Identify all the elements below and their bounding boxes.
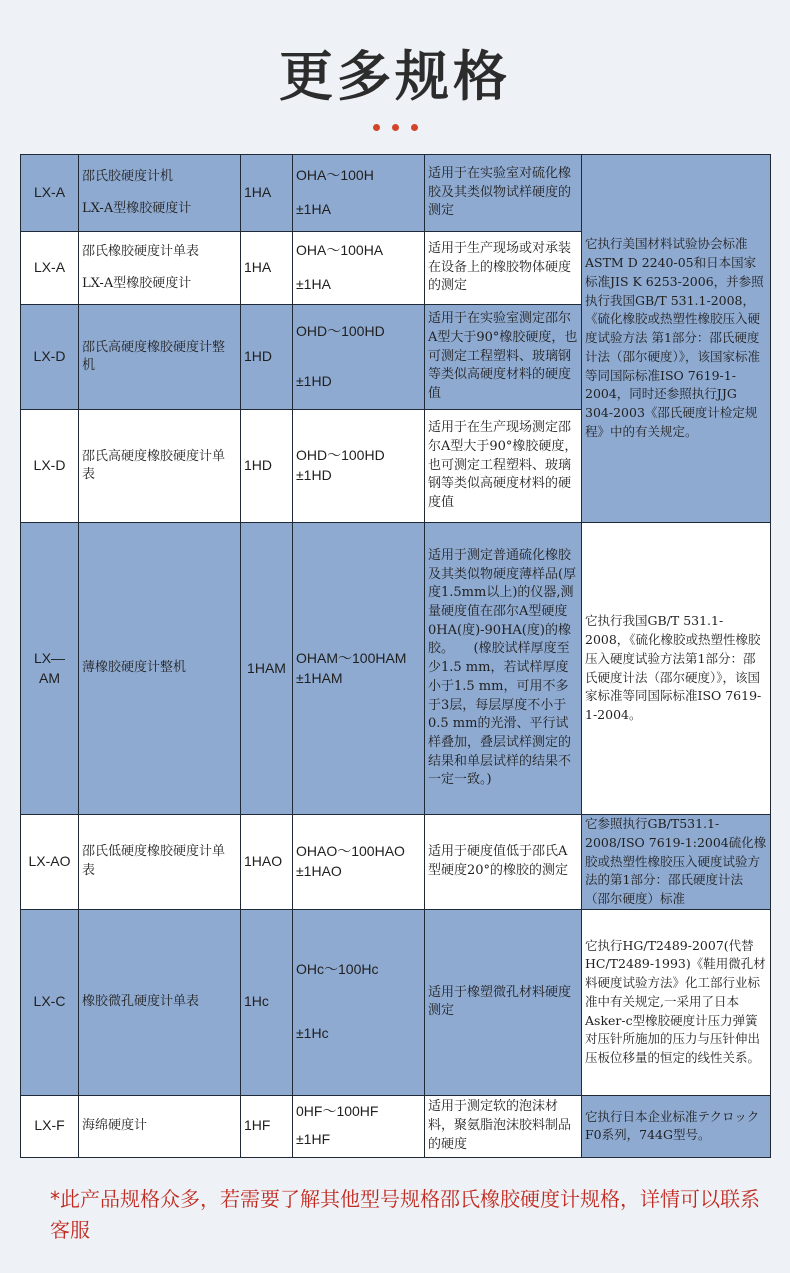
range-cell: OHD～100HD ±1HD [293,410,425,523]
model-cell: LX-F [21,1095,79,1157]
model-cell: LX-A [21,155,79,232]
model-cell: LX-C [21,909,79,1095]
code-cell: 1HA [241,232,293,305]
name-cell: 海绵硬度计 [79,1095,241,1157]
range-cell: OHA～100H ±1HA [293,155,425,232]
standard-cell: 它执行我国GB/T 531.1-2008，《硫化橡胶或热塑性橡胶压入硬度试验方法第1部分：邵氏硬度计法（邵尔硬度）》，该国家标准等同国际标准ISO 7619-1-2004。 [582,523,771,815]
range-cell: OHc～100Hc ±1Hc [293,909,425,1095]
table-row [21,155,771,232]
title-decoration-dots [0,118,790,136]
name-cell: 邵氏高硬度橡胶硬度计整机 [79,305,241,410]
name-cell: 邵氏胶硬度计机 LX-A型橡胶硬度计 [79,155,241,232]
name-cell: 橡胶微孔硬度计单表 [79,909,241,1095]
code-cell: 1HA [241,155,293,232]
range-cell: OHA～100HA ±1HA [293,232,425,305]
code-cell: 1HAO [241,815,293,910]
spec-table [20,154,771,1158]
table-row [21,523,771,815]
model-cell: LX—AM [21,523,79,815]
table-row [21,909,771,1095]
desc-cell: 适用于在实验室测定邵尔A型大于90°橡胶硬度，也可测定工程塑料、玻璃钢等类似高硬度材料的硬度值 [425,305,582,410]
model-cell: LX-A [21,232,79,305]
desc-cell: 适用于在实验室对硫化橡胶及其类似物试样硬度的测定 [425,155,582,232]
name-cell: 邵氏低硬度橡胶硬度计单表 [79,815,241,910]
range-cell: OHD～100HD ±1HD [293,305,425,410]
name-cell: 邵氏高硬度橡胶硬度计单表 [79,410,241,523]
range-cell: OHAM～100HAM ±1HAM [293,523,425,815]
desc-cell: 适用于在生产现场测定邵尔A型大于90°橡胶硬度，也可测定工程塑料、玻璃钢等类似高硬度材料的硬度值 [425,410,582,523]
code-cell: 1Hc [241,909,293,1095]
range-cell: OHAO～100HAO ±1HAO [293,815,425,910]
model-cell: LX-D [21,410,79,523]
standard-cell: 它执行日本企业标准テクロックF0系列，744G型号。 [582,1095,771,1157]
range-cell: 0HF～100HF ±1HF [293,1095,425,1157]
standard-cell: 它执行美国材料试验协会标准ASTM D 2240-05和日本国家标准JIS K 6253-2006，并参照执行我国GB/T 531.1-2008，《硫化橡胶或热塑性橡胶压入硬度试验方法 第1部分：邵氏硬度计法（邵尔硬度）》，该国家标准等同国际标准ISO 7619-1-2004，同时还参照执行JJG 304-2003《邵氏硬度计检定规程》中的有关规定。 [582,155,771,523]
desc-cell: 适用于橡塑微孔材料硬度测定 [425,909,582,1095]
standard-cell: 它执行HG/T2489-2007(代替HC/T2489-1993)《鞋用微孔材料硬度试验方法》化工部行业标准中有关规定,一采用了日本Asker-c型橡胶硬度计压力弹簧对压针所施加的压力与压针伸出压板位移量的恒定的线性关系。 [582,909,771,1095]
desc-cell: 适用于生产现场或对承装在设备上的橡胶物体硬度的测定 [425,232,582,305]
desc-cell: 适用于硬度值低于邵氏A型硬度20°的橡胶的测定 [425,815,582,910]
page-title: 更多规格 [279,45,511,108]
desc-cell: 适用于测定普通硫化橡胶及其类似物硬度薄样品(厚度1.5mm以上)的仪器,测量硬度值在邵尔A型硬度0HA(度)-90HA(度)的橡胶。 (橡胶试样厚度至少1.5 mm，若试样厚度小于1.5 mm，可用不多于3层，每层厚度不小于0.5 mm的光滑、平行试样叠加，叠层试样测定的结果和单层试样的结果不一定一致。) [425,523,582,815]
desc-cell: 适用于测定软的泡沫材料，聚氨脂泡沫胶料制品的硬度 [425,1095,582,1157]
name-cell: 邵氏橡胶硬度计单表 LX-A型橡胶硬度计 [79,232,241,305]
code-cell: 1HD [241,305,293,410]
code-cell: 1HF [241,1095,293,1157]
model-cell: LX-D [21,305,79,410]
standard-cell: 它参照执行GB/T531.1-2008/ISO 7619-1:2004硫化橡胶或热塑性橡胶压入硬度试验方法的第1部分：邵氏硬度计法（邵尔硬度）标准 [582,815,771,910]
table-row [21,1095,771,1157]
table-row [21,815,771,910]
footer-note: *此产品规格众多，若需要了解其他型号规格邵氏橡胶硬度计规格，详情可以联系客服 [50,1187,760,1242]
code-cell: 1HAM [241,523,293,815]
code-cell: 1HD [241,410,293,523]
model-cell: LX-AO [21,815,79,910]
name-cell: 薄橡胶硬度计整机 [79,523,241,815]
